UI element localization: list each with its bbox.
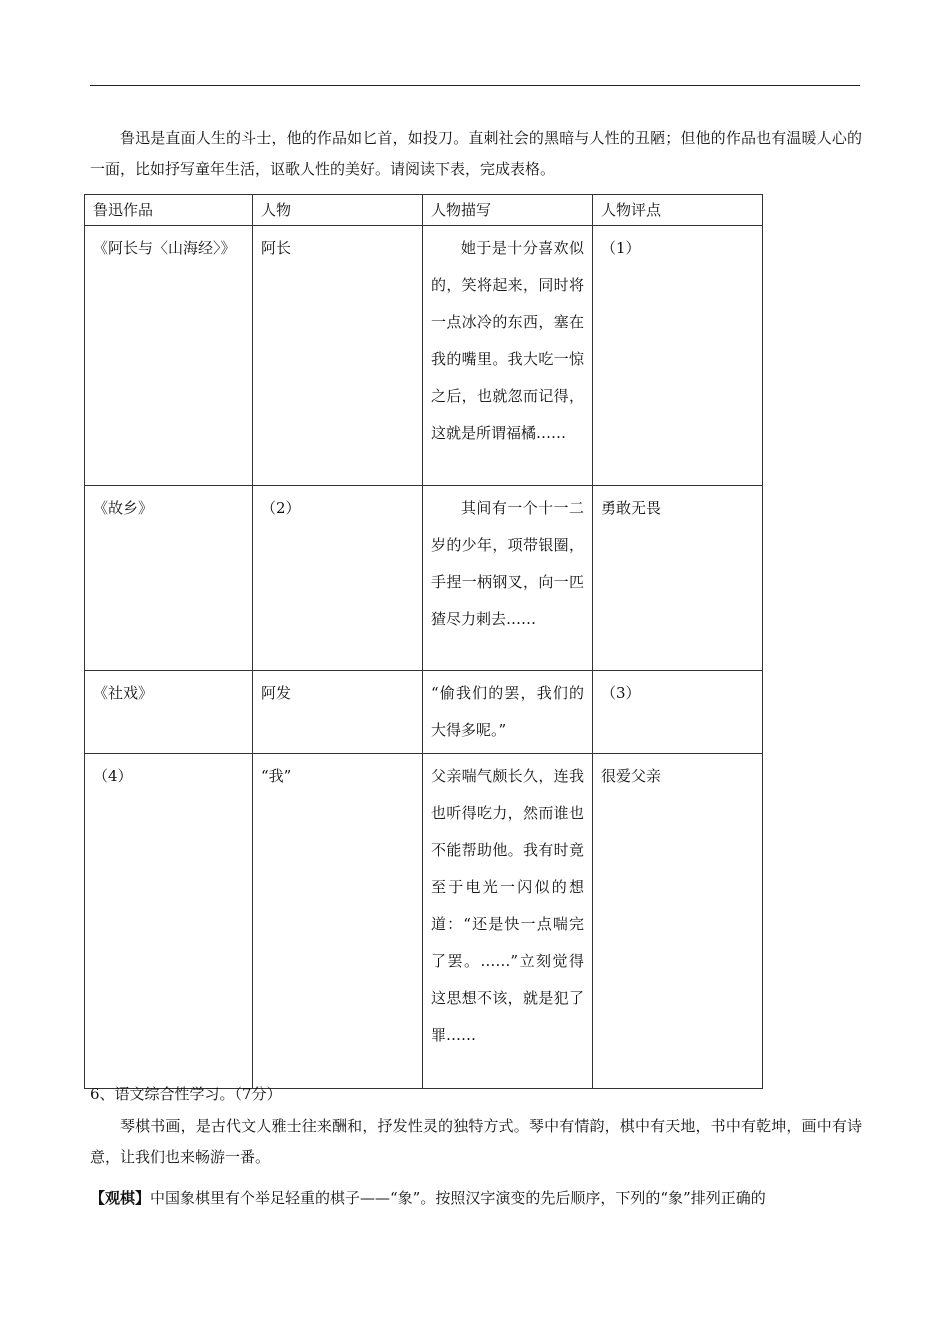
guanqi-label: 【观棋】 [90,1189,151,1207]
cell-person: 阿长 [253,226,423,486]
cell-comment: 勇敢无畏 [593,486,763,671]
qin-paragraph: 琴棋书画，是古代文人雅士往来酬和，抒发性灵的独特方式。琴中有情韵，棋中有天地，书中有乾坤，画中有诗意，让我们也来畅游一番。 [90,1117,862,1166]
table-row [85,754,763,1089]
table-header-row [85,195,763,226]
header-rule [90,85,860,86]
description-text: “偷我们的罢，我们的大得多呢。” [431,684,584,739]
description-text: 其间有一个十一二岁的少年，项带银圈，手捏一柄钢叉，向一匹猹尽力刺去…… [431,499,584,628]
header-person: 人物 [253,195,423,226]
intro-paragraph: 鲁迅是直面人生的斗士，他的作品如匕首，如投刀。直刺社会的黑暗与人性的丑陋；但他的作品也有温暖人心的一面，比如抒写童年生活，讴歌人性的美好。请阅读下表，完成表格。 [90,129,862,178]
cell-work: 《社戏》 [85,671,253,754]
description-text: 她于是十分喜欢似的，笑将起来，同时将一点冰冷的东西，塞在我的嘴里。我大吃一惊之后，也就忽而记得，这就是所谓福橘…… [431,239,584,442]
cell-description [423,486,593,671]
cell-work: 《故乡》 [85,486,253,671]
cell-person: “我” [253,754,423,1089]
cell-person: 阿发 [253,671,423,754]
header-comment: 人物评点 [593,195,763,226]
header-work: 鲁迅作品 [85,195,253,226]
table-row [85,226,763,486]
guanqi-paragraph [90,1183,862,1214]
cell-description [423,671,593,754]
cell-comment: （1） [593,226,763,486]
guanqi-text: 中国象棋里有个举足轻重的棋子——“象”。按照汉字演变的先后顺序，下列的“象”排列正确的 [150,1189,766,1207]
description-text: 父亲喘气颇长久，连我也听得吃力，然而谁也不能帮助他。我有时竟至于电光一闪似的想道：“还是快一点喘完了罢。……”立刻觉得这思想不该，就是犯了罪…… [431,767,584,1044]
cell-comment: 很爱父亲 [593,754,763,1089]
cell-person: （2） [253,486,423,671]
cell-comment: （3） [593,671,763,754]
table-row [85,486,763,671]
cell-description [423,754,593,1089]
header-description: 人物描写 [423,195,593,226]
cell-work: 《阿长与〈山海经〉》 [85,226,253,486]
cell-description [423,226,593,486]
cell-work: （4） [85,754,253,1089]
luxun-table [84,194,763,1089]
question-6-heading: 6、语文综合性学习。（7分） [90,1085,282,1103]
table-row [85,671,763,754]
